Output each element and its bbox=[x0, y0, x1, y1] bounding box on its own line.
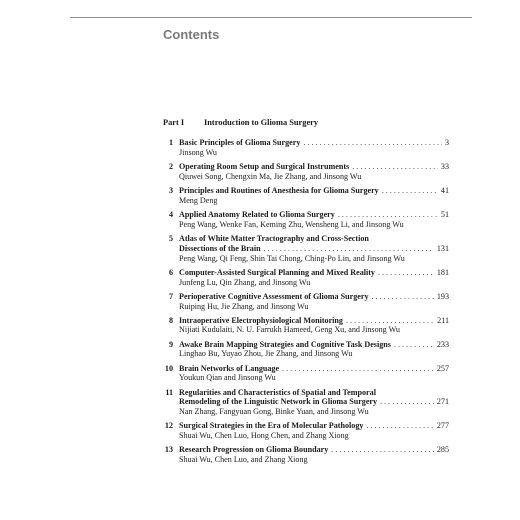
chapter-authors: Nijiati Kudulaiti, N. U. Farrukh Hameed, Geng Xu, and Jinsong Wu bbox=[179, 325, 400, 335]
chapter-number: 10 bbox=[164, 363, 173, 373]
chapter-number: 7 bbox=[168, 291, 173, 301]
dot-leader bbox=[372, 292, 434, 302]
dot-leader bbox=[352, 162, 438, 172]
chapter-number: 4 bbox=[168, 209, 173, 219]
chapter-authors: Shuai Wu, Chen Luo, and Zhang Xiong bbox=[179, 455, 308, 465]
page-number: 3 bbox=[444, 138, 449, 147]
chapter-authors: Meng Deng bbox=[179, 195, 218, 205]
page-number: 277 bbox=[436, 421, 449, 431]
dot-leader bbox=[380, 397, 434, 407]
chapter-title: Awake Brain Mapping Strategies and Cognitive Task Designs bbox=[179, 339, 391, 349]
chapter-number: 9 bbox=[168, 339, 173, 349]
toc-entry[interactable] bbox=[163, 292, 449, 312]
toc-entry[interactable] bbox=[163, 138, 449, 158]
chapter-authors: Peng Wang, Qi Feng, Shin Tai Chong, Ching-Po Lin, and Jinsong Wu bbox=[179, 253, 405, 263]
page-number: 181 bbox=[436, 267, 449, 277]
chapter-title-row bbox=[179, 397, 449, 407]
chapter-title-row bbox=[179, 340, 449, 350]
chapter-authors: Ruiping Hu, Jie Zhang, and Jinsong Wu bbox=[179, 301, 309, 311]
chapter-authors: Youkun Qian and Jinsong Wu bbox=[179, 373, 276, 383]
toc-entry[interactable] bbox=[163, 210, 449, 230]
chapter-title: Perioperative Cognitive Assessment of Glioma Surgery bbox=[179, 291, 369, 301]
dot-leader bbox=[282, 364, 434, 374]
chapter-authors: Peng Wang, Wenke Fan, Keming Zhu, Wensheng Li, and Jinsong Wu bbox=[179, 219, 404, 229]
chapter-authors: Jinsong Wu bbox=[179, 147, 217, 157]
chapter-title: Principles and Routines of Anesthesia for Glioma Surgery bbox=[179, 185, 379, 195]
part-header bbox=[163, 118, 318, 127]
toc-entry[interactable] bbox=[163, 234, 449, 263]
toc-entry[interactable] bbox=[163, 316, 449, 336]
page-number: 33 bbox=[440, 161, 449, 171]
page-number: 285 bbox=[436, 445, 449, 455]
chapter-number: 2 bbox=[168, 161, 173, 171]
chapter-number: 3 bbox=[168, 185, 173, 195]
chapter-title: Operating Room Setup and Surgical Instruments bbox=[179, 161, 350, 171]
chapter-title: Intraoperative Electrophysiological Monitoring bbox=[179, 315, 343, 325]
chapter-title: Dissections of the Brain bbox=[179, 243, 261, 253]
chapter-title-line: Regularities and Characteristics of Spatial and Temporal bbox=[179, 387, 376, 397]
dot-leader bbox=[264, 244, 434, 254]
page-number: 271 bbox=[436, 397, 449, 407]
chapter-title: Basic Principles of Glioma Surgery bbox=[179, 138, 301, 147]
chapter-title-row bbox=[179, 210, 449, 220]
chapter-authors: Shuai Wu, Chen Luo, Hong Chen, and Zhang Xiong bbox=[179, 431, 349, 441]
chapter-number: 5 bbox=[168, 233, 173, 243]
chapter-title: Computer-Assisted Surgical Planning and Mixed Reality bbox=[179, 267, 375, 277]
chapter-title-row bbox=[179, 138, 449, 148]
page-number: 41 bbox=[440, 185, 449, 195]
chapter-title-row bbox=[179, 292, 449, 302]
toc-entry[interactable] bbox=[163, 445, 449, 465]
chapter-title-row bbox=[179, 316, 449, 326]
chapter-authors: Nan Zhang, Fangyuan Gong, Binke Yuan, and Jinsong Wu bbox=[179, 407, 369, 417]
chapter-authors: Junfeng Lu, Qin Zhang, and Jinsong Wu bbox=[179, 277, 311, 287]
chapter-title: Research Progression on Glioma Boundary bbox=[179, 445, 329, 455]
dot-leader bbox=[303, 138, 442, 148]
toc-entry[interactable] bbox=[163, 364, 449, 384]
chapter-title-row bbox=[179, 162, 449, 172]
dot-leader bbox=[382, 186, 438, 196]
chapter-title: Remodeling of the Linguistic Network in Glioma Surgery bbox=[179, 397, 378, 407]
chapter-authors: Linghao Bu, Yuyao Zhou, Jie Zhang, and Jinsong Wu bbox=[179, 349, 353, 359]
part-number: Part I bbox=[163, 118, 185, 127]
toc-entry[interactable] bbox=[163, 388, 449, 417]
chapter-title: Applied Anatomy Related to Glioma Surgery bbox=[179, 209, 335, 219]
chapter-title-row bbox=[179, 268, 449, 278]
chapter-number: 11 bbox=[165, 387, 173, 397]
page-number: 51 bbox=[440, 209, 449, 219]
chapter-title: Surgical Strategies in the Era of Molecular Pathology bbox=[179, 421, 364, 431]
chapter-title-line: Atlas of White Matter Tractography and Cross-Section bbox=[179, 233, 369, 243]
top-rule bbox=[70, 17, 472, 18]
dot-leader bbox=[338, 210, 438, 220]
chapter-title-row bbox=[179, 445, 449, 455]
page-number: 193 bbox=[436, 291, 449, 301]
toc-entry[interactable] bbox=[163, 421, 449, 441]
chapter-title: Brain Networks of Language bbox=[179, 363, 280, 373]
toc-entry[interactable] bbox=[163, 268, 449, 288]
toc-entry[interactable] bbox=[163, 340, 449, 360]
dot-leader bbox=[378, 268, 434, 278]
chapter-title-row bbox=[179, 186, 449, 196]
dot-leader bbox=[331, 445, 434, 455]
part-title: Introduction to Glioma Surgery bbox=[204, 118, 319, 127]
toc-entry[interactable] bbox=[163, 186, 449, 206]
page-title: Contents bbox=[163, 27, 220, 42]
page-number: 257 bbox=[436, 363, 449, 373]
chapter-title-row bbox=[179, 364, 449, 374]
chapter-number: 13 bbox=[164, 445, 173, 455]
chapter-number: 6 bbox=[168, 267, 173, 277]
chapter-number: 8 bbox=[168, 315, 173, 325]
table-of-contents bbox=[163, 138, 449, 469]
toc-entry[interactable] bbox=[163, 162, 449, 182]
chapter-title-row bbox=[179, 244, 449, 254]
chapter-authors: Qiuwei Song, Chengxin Ma, Jie Zhang, and Jinsong Wu bbox=[179, 171, 362, 181]
dot-leader bbox=[394, 340, 434, 350]
dot-leader bbox=[346, 316, 434, 326]
chapter-number: 12 bbox=[164, 421, 173, 431]
page-number: 131 bbox=[436, 243, 449, 253]
dot-leader bbox=[366, 421, 433, 431]
page-number: 233 bbox=[436, 339, 449, 349]
page-number: 211 bbox=[437, 315, 449, 325]
chapter-title-row bbox=[179, 421, 449, 431]
chapter-number: 1 bbox=[168, 138, 173, 147]
